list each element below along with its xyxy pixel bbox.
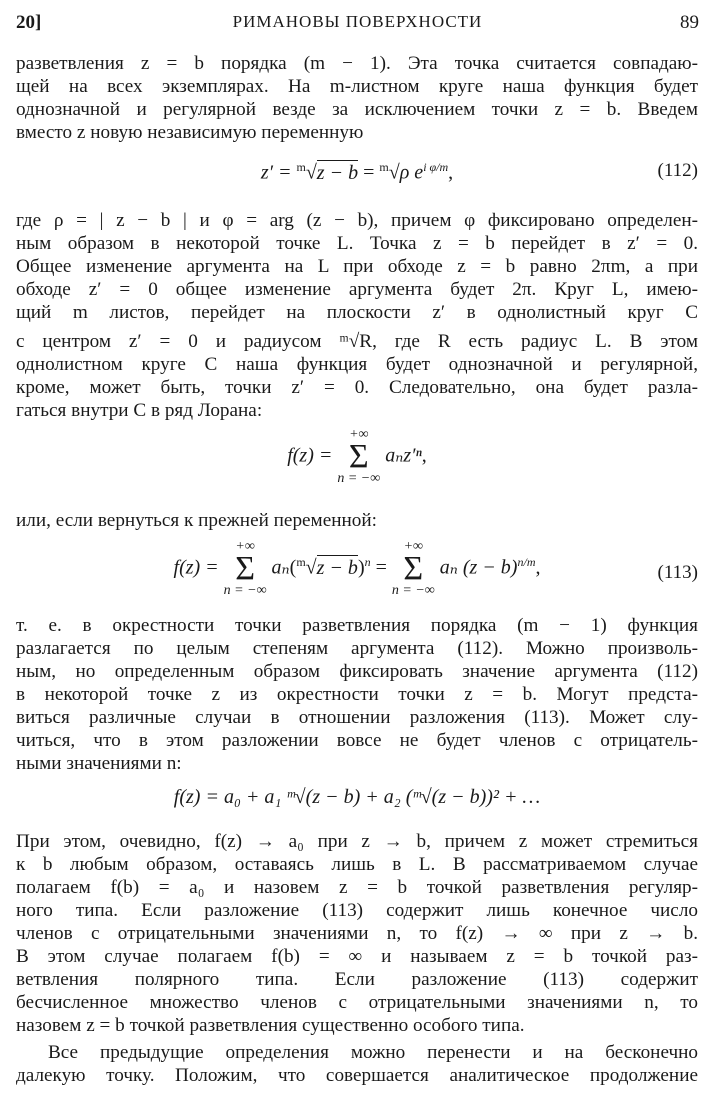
text-line: полагаем f(b) = a₀ и назовем z = b точкой разветвления регуляр- [16,877,698,898]
equation-number: (112) [657,160,698,181]
text-line: далекую точку. Положим, что совершается аналитическое продолжение [16,1065,698,1086]
sum-symbol: +∞ Σ n = −∞ [223,539,267,598]
text-line: к b любым образом, оставаясь лишь в L. В рассматриваемом случае [16,854,698,875]
text-line: однолистном круге C наша функция будет однозначной и регулярной, [16,354,698,375]
paragraph-1 [16,52,698,144]
text-line: где ρ = | z − b | и φ = arg (z − b), причем φ фиксировано определен- [16,210,698,231]
paragraph-3 [16,509,698,532]
text-line: виться различные случаи в отношении разложения (113). Может слу- [16,707,698,728]
text-line: назовем z = b точкой разветвления существенно особого типа. [16,1015,525,1036]
running-title: РИМАНОВЫ ПОВЕРХНОСТИ [232,12,483,31]
text-line: бесчисленное множество членов с отрицательными значениями n, то [16,992,698,1013]
page-number: 89 [680,12,699,33]
laurent-series: f(z) = +∞ Σ n = −∞ aₙz′ⁿ, [287,427,427,486]
text-line: гаться внутри C в ряд Лорана: [16,400,263,421]
series-expansion: f(z) = a₀ + a₁ ᵐ√(z − b) + a₂ (ᵐ√(z − b))² + … [173,786,541,808]
text-line: читься, что в этом разложении вовсе не будет членов с отрицатель- [16,730,698,751]
text-line: кроме, может быть, точки z′ = 0. Следовательно, она будет разла- [16,377,698,398]
text-line: ным образом в некоторой точке L. Точка z = b перейдет в z′ = 0. [16,233,698,254]
equation-112: z′ = $^m$√z − b = $^m$√ρ $e^{i \varphi/m}$, (112) [260,160,698,184]
text-line: обходе z′ = 0 общее изменение аргумента будет 2π. Круг L, имею- [16,279,698,300]
text-line: однозначной и регулярной везде за исключением точки z = b. Введем [16,99,698,120]
text-line: т. е. в окрестности точки разветвления порядка (m − 1) функция [16,615,698,636]
equation-number: (113) [657,562,698,583]
text-line: ветвления полярного типа. Если разложение (113) содержит [16,969,698,990]
text-line: В этом случае полагаем f(b) = ∞ и называем z = b точкой раз- [16,946,698,967]
text-line: в некоторой точке z из окрестности точки z = b. Могут предста- [16,684,698,705]
paragraph-2 [16,209,698,422]
paragraph-4 [16,614,698,775]
page-header [16,12,699,36]
text-line: разлагается по целым степеням аргумента (112). Можно произволь- [16,638,698,659]
text-line: или, если вернуться к прежней переменной: [16,510,377,531]
text-line: Все предыдущие определения можно перенести и на бесконечно [48,1042,698,1063]
text-line: При этом, очевидно, f(z) → a₀ при z → b, причем z может стремиться [16,831,698,852]
equation-113: f(z) = +∞ Σ n = −∞ $a_n(^m√z - b)^n$ = +∞ Σ n = −∞ aₙ $(z - b)^{n/m}$, (113) [173,539,698,598]
text-line: разветвления z = b порядка (m − 1). Эта точка считается совпадаю- [16,53,698,74]
section-number: 20] [16,12,42,33]
text-line: щей на всех экземплярах. На m-листном круге наша функция будет [16,76,698,97]
paragraph-5 [16,830,698,1037]
text-line: с центром z′ = 0 и радиусом ᵐ√R, где R есть радиус L. В этом [16,331,698,352]
sum-symbol: +∞ Σ n = −∞ [337,427,381,486]
text-line: Общее изменение аргумента на L при обходе z = b равно 2πm, а при [16,256,698,277]
text-line: членов с отрицательными значениями n, то f(z) → ∞ при z → b. [16,923,698,944]
text-line: щий m листов, перейдет на плоскости z′ в однолистный круг C [16,302,698,323]
text-line: ного типа. Если разложение (113) содержит лишь конечное число [16,900,698,921]
sum-symbol: +∞ Σ n = −∞ [391,539,435,598]
text-line: ными значениями n: [16,753,182,774]
paragraph-6 [16,1041,698,1087]
text-line: вместо z новую независимую переменную [16,122,364,143]
text-line: ным, но определенным образом фиксировать значение аргумента (112) [16,661,698,682]
